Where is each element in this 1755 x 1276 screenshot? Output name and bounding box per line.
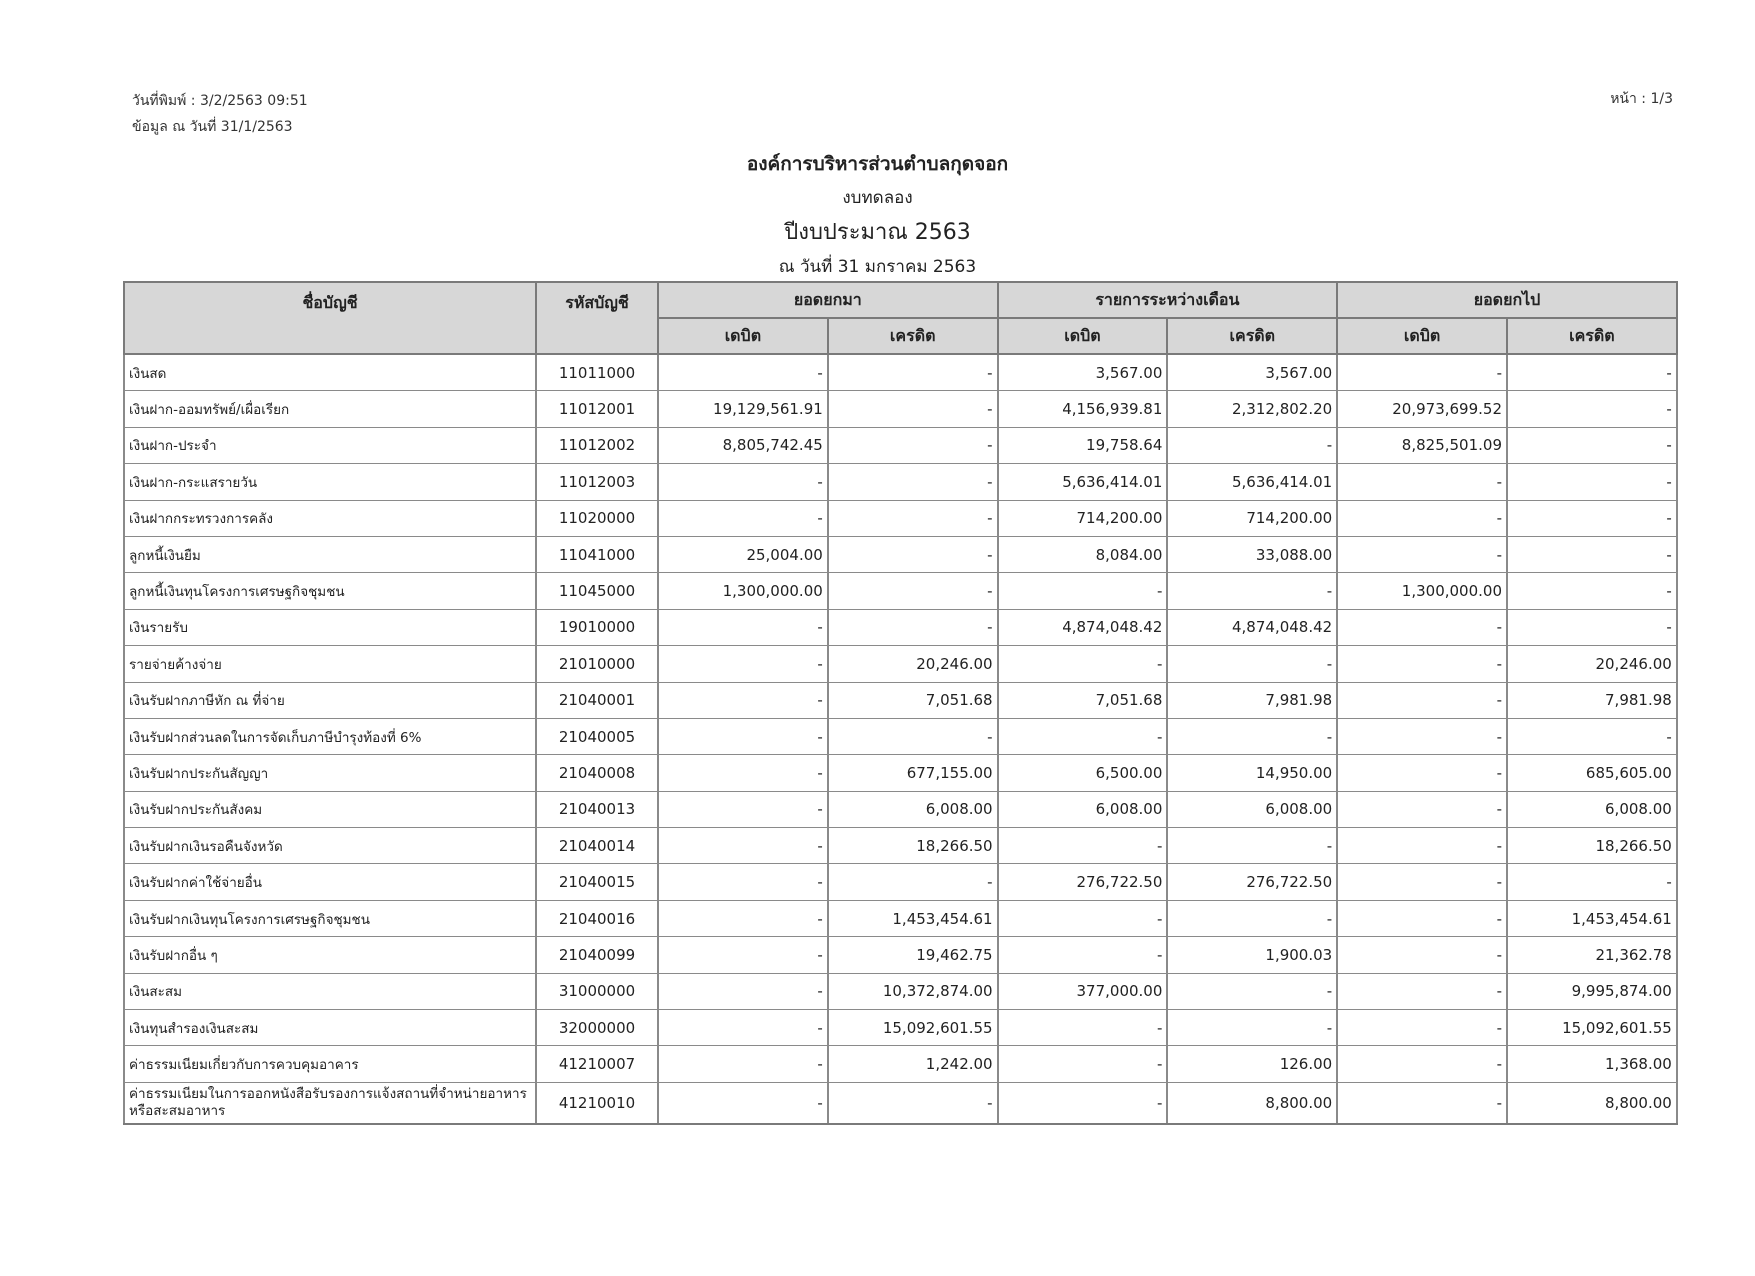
month-debit-cell: - xyxy=(998,828,1168,864)
month-credit-cell: - xyxy=(1167,718,1337,754)
table-row xyxy=(124,937,1677,973)
bf-debit-cell: - xyxy=(658,900,828,936)
cf-debit-cell: - xyxy=(1337,718,1507,754)
month-debit-cell: 3,567.00 xyxy=(998,354,1168,391)
bf-debit-cell: - xyxy=(658,973,828,1009)
bf-debit-cell: - xyxy=(658,1046,828,1082)
month-debit-cell: 19,758.64 xyxy=(998,427,1168,463)
account-name-cell: รายจ่ายค้างจ่าย xyxy=(124,646,536,682)
bf-debit-cell: 19,129,561.91 xyxy=(658,391,828,427)
cf-debit-cell: - xyxy=(1337,1010,1507,1046)
bf-debit-cell: 1,300,000.00 xyxy=(658,573,828,609)
bf-credit-cell: 19,462.75 xyxy=(828,937,998,973)
account-code-cell: 21040013 xyxy=(536,791,658,827)
table-row xyxy=(124,354,1677,391)
header-month-credit: เครดิต xyxy=(1167,318,1337,354)
bf-credit-cell: 10,372,874.00 xyxy=(828,973,998,1009)
bf-credit-cell: - xyxy=(828,536,998,572)
month-credit-cell: 126.00 xyxy=(1167,1046,1337,1082)
table-row xyxy=(124,682,1677,718)
cf-credit-cell: - xyxy=(1507,573,1677,609)
cf-debit-cell: - xyxy=(1337,900,1507,936)
month-credit-cell: 276,722.50 xyxy=(1167,864,1337,900)
table-row xyxy=(124,646,1677,682)
cf-debit-cell: - xyxy=(1337,864,1507,900)
account-name-cell: เงินรับฝากอื่น ๆ xyxy=(124,937,536,973)
bf-debit-cell: 25,004.00 xyxy=(658,536,828,572)
month-debit-cell: - xyxy=(998,646,1168,682)
account-name-cell: เงินฝาก-ออมทรัพย์/เผื่อเรียก xyxy=(124,391,536,427)
bf-credit-cell: - xyxy=(828,391,998,427)
cf-credit-cell: - xyxy=(1507,427,1677,463)
account-code-cell: 11041000 xyxy=(536,536,658,572)
table-row xyxy=(124,1010,1677,1046)
table-row xyxy=(124,864,1677,900)
month-debit-cell: - xyxy=(998,900,1168,936)
table-row xyxy=(124,536,1677,572)
month-credit-cell: 4,874,048.42 xyxy=(1167,609,1337,645)
bf-debit-cell: - xyxy=(658,828,828,864)
account-name-cell: เงินรับฝากภาษีหัก ณ ที่จ่าย xyxy=(124,682,536,718)
table-row xyxy=(124,791,1677,827)
bf-debit-cell: - xyxy=(658,682,828,718)
month-credit-cell: - xyxy=(1167,573,1337,609)
bf-credit-cell: 6,008.00 xyxy=(828,791,998,827)
cf-credit-cell: 8,800.00 xyxy=(1507,1082,1677,1124)
month-credit-cell: 14,950.00 xyxy=(1167,755,1337,791)
bf-credit-cell: 677,155.00 xyxy=(828,755,998,791)
cf-debit-cell: - xyxy=(1337,354,1507,391)
cf-credit-cell: - xyxy=(1507,609,1677,645)
bf-credit-cell: - xyxy=(828,354,998,391)
account-name-cell: เงินรับฝากเงินรอคืนจังหวัด xyxy=(124,828,536,864)
cf-credit-cell: 15,092,601.55 xyxy=(1507,1010,1677,1046)
bf-debit-cell: 8,805,742.45 xyxy=(658,427,828,463)
month-credit-cell: 6,008.00 xyxy=(1167,791,1337,827)
bf-credit-cell: 20,246.00 xyxy=(828,646,998,682)
bf-credit-cell: 7,051.68 xyxy=(828,682,998,718)
month-debit-cell: 6,008.00 xyxy=(998,791,1168,827)
month-debit-cell: 377,000.00 xyxy=(998,973,1168,1009)
account-name-cell: เงินรับฝากเงินทุนโครงการเศรษฐกิจชุมชน xyxy=(124,900,536,936)
table-row xyxy=(124,1046,1677,1082)
bf-credit-cell: - xyxy=(828,573,998,609)
cf-debit-cell: - xyxy=(1337,755,1507,791)
bf-debit-cell: - xyxy=(658,791,828,827)
header-bf-credit: เครดิต xyxy=(828,318,998,354)
table-row xyxy=(124,391,1677,427)
account-code-cell: 11011000 xyxy=(536,354,658,391)
bf-credit-cell: - xyxy=(828,718,998,754)
bf-debit-cell: - xyxy=(658,864,828,900)
table-row xyxy=(124,973,1677,1009)
table-row xyxy=(124,464,1677,500)
account-code-cell: 11012001 xyxy=(536,391,658,427)
month-credit-cell: 33,088.00 xyxy=(1167,536,1337,572)
cf-credit-cell: - xyxy=(1507,391,1677,427)
bf-debit-cell: - xyxy=(658,354,828,391)
cf-credit-cell: - xyxy=(1507,536,1677,572)
account-name-cell: เงินฝาก-กระแสรายวัน xyxy=(124,464,536,500)
month-debit-cell: 276,722.50 xyxy=(998,864,1168,900)
cf-debit-cell: - xyxy=(1337,682,1507,718)
cf-debit-cell: - xyxy=(1337,937,1507,973)
month-debit-cell: - xyxy=(998,1046,1168,1082)
report-title-block xyxy=(0,146,1755,282)
header-cf-credit: เครดิต xyxy=(1507,318,1677,354)
month-debit-cell: 7,051.68 xyxy=(998,682,1168,718)
account-code-cell: 41210007 xyxy=(536,1046,658,1082)
cf-credit-cell: 21,362.78 xyxy=(1507,937,1677,973)
account-code-cell: 21040001 xyxy=(536,682,658,718)
account-code-cell: 11012002 xyxy=(536,427,658,463)
account-name-cell: เงินสด xyxy=(124,354,536,391)
header-account-name: ชื่อบัญชี xyxy=(124,282,536,354)
bf-debit-cell: - xyxy=(658,464,828,500)
bf-credit-cell: - xyxy=(828,464,998,500)
month-credit-cell: - xyxy=(1167,427,1337,463)
bf-debit-cell: - xyxy=(658,609,828,645)
cf-credit-cell: 9,995,874.00 xyxy=(1507,973,1677,1009)
account-code-cell: 11045000 xyxy=(536,573,658,609)
bf-debit-cell: - xyxy=(658,646,828,682)
bf-debit-cell: - xyxy=(658,937,828,973)
month-credit-cell: - xyxy=(1167,973,1337,1009)
month-credit-cell: 714,200.00 xyxy=(1167,500,1337,536)
month-credit-cell: - xyxy=(1167,828,1337,864)
table-body xyxy=(124,354,1677,1124)
bf-debit-cell: - xyxy=(658,718,828,754)
month-credit-cell: - xyxy=(1167,646,1337,682)
account-code-cell: 21010000 xyxy=(536,646,658,682)
account-code-cell: 19010000 xyxy=(536,609,658,645)
account-code-cell: 21040005 xyxy=(536,718,658,754)
account-code-cell: 21040015 xyxy=(536,864,658,900)
cf-credit-cell: 1,368.00 xyxy=(1507,1046,1677,1082)
account-name-cell: ค่าธรรมเนียมในการออกหนังสือรับรองการแจ้งสถานที่จำหน่ายอาหารหรือสะสมอาหาร xyxy=(124,1082,536,1124)
header-brought-forward: ยอดยกมา xyxy=(658,282,998,318)
fiscal-year: ปีงบประมาณ 2563 xyxy=(784,220,971,245)
account-name-cell: เงินรับฝากประกันสัญญา xyxy=(124,755,536,791)
bf-credit-cell: 1,242.00 xyxy=(828,1046,998,1082)
page-number: หน้า : 1/3 xyxy=(1610,91,1673,107)
bf-credit-cell: - xyxy=(828,609,998,645)
header-during-month: รายการระหว่างเดือน xyxy=(998,282,1338,318)
cf-debit-cell: 20,973,699.52 xyxy=(1337,391,1507,427)
account-name-cell: ลูกหนี้เงินยืม xyxy=(124,536,536,572)
month-debit-cell: 4,874,048.42 xyxy=(998,609,1168,645)
table-row xyxy=(124,900,1677,936)
organization-name: องค์การบริหารส่วนตำบลกุดจอก xyxy=(746,153,1009,175)
bf-debit-cell: - xyxy=(658,1082,828,1124)
print-date: วันที่พิมพ์ : 3/2/2563 09:51 xyxy=(132,93,308,109)
header-account-code: รหัสบัญชี xyxy=(536,282,658,354)
table-row xyxy=(124,573,1677,609)
month-debit-cell: - xyxy=(998,1082,1168,1124)
report-name: งบทดลอง xyxy=(842,188,913,208)
month-debit-cell: - xyxy=(998,718,1168,754)
month-debit-cell: - xyxy=(998,573,1168,609)
table-row xyxy=(124,609,1677,645)
month-debit-cell: - xyxy=(998,937,1168,973)
cf-debit-cell: - xyxy=(1337,791,1507,827)
account-code-cell: 21040016 xyxy=(536,900,658,936)
month-credit-cell: 3,567.00 xyxy=(1167,354,1337,391)
account-name-cell: เงินทุนสำรองเงินสะสม xyxy=(124,1010,536,1046)
account-code-cell: 32000000 xyxy=(536,1010,658,1046)
table-row xyxy=(124,828,1677,864)
bf-credit-cell: - xyxy=(828,500,998,536)
bf-debit-cell: - xyxy=(658,1010,828,1046)
bf-debit-cell: - xyxy=(658,500,828,536)
account-name-cell: เงินฝากกระทรวงการคลัง xyxy=(124,500,536,536)
month-credit-cell: 8,800.00 xyxy=(1167,1082,1337,1124)
cf-credit-cell: - xyxy=(1507,464,1677,500)
month-credit-cell: 1,900.03 xyxy=(1167,937,1337,973)
table-row xyxy=(124,1082,1677,1124)
month-debit-cell: 4,156,939.81 xyxy=(998,391,1168,427)
bf-credit-cell: 18,266.50 xyxy=(828,828,998,864)
bf-credit-cell: - xyxy=(828,1082,998,1124)
as-of-date: ณ วันที่ 31 มกราคม 2563 xyxy=(778,257,977,277)
data-as-of: ข้อมูล ณ วันที่ 31/1/2563 xyxy=(132,119,293,135)
table-row xyxy=(124,718,1677,754)
cf-debit-cell: - xyxy=(1337,646,1507,682)
cf-credit-cell: 20,246.00 xyxy=(1507,646,1677,682)
table-row xyxy=(124,500,1677,536)
header-carried-forward: ยอดยกไป xyxy=(1337,282,1677,318)
account-name-cell: เงินรับฝากค่าใช้จ่ายอื่น xyxy=(124,864,536,900)
account-name-cell: เงินรายรับ xyxy=(124,609,536,645)
month-credit-cell: - xyxy=(1167,900,1337,936)
month-credit-cell: 2,312,802.20 xyxy=(1167,391,1337,427)
cf-credit-cell: - xyxy=(1507,718,1677,754)
account-code-cell: 31000000 xyxy=(536,973,658,1009)
account-name-cell: ลูกหนี้เงินทุนโครงการเศรษฐกิจชุมชน xyxy=(124,573,536,609)
cf-credit-cell: - xyxy=(1507,500,1677,536)
cf-credit-cell: 7,981.98 xyxy=(1507,682,1677,718)
cf-debit-cell: 1,300,000.00 xyxy=(1337,573,1507,609)
report-meta xyxy=(132,88,308,140)
bf-debit-cell: - xyxy=(658,755,828,791)
bf-credit-cell: 15,092,601.55 xyxy=(828,1010,998,1046)
cf-credit-cell: - xyxy=(1507,354,1677,391)
account-code-cell: 11012003 xyxy=(536,464,658,500)
month-debit-cell: 8,084.00 xyxy=(998,536,1168,572)
cf-debit-cell: 8,825,501.09 xyxy=(1337,427,1507,463)
cf-credit-cell: - xyxy=(1507,864,1677,900)
cf-credit-cell: 1,453,454.61 xyxy=(1507,900,1677,936)
account-code-cell: 21040008 xyxy=(536,755,658,791)
cf-debit-cell: - xyxy=(1337,500,1507,536)
cf-credit-cell: 18,266.50 xyxy=(1507,828,1677,864)
month-debit-cell: 714,200.00 xyxy=(998,500,1168,536)
account-code-cell: 11020000 xyxy=(536,500,658,536)
trial-balance-table xyxy=(123,281,1678,1125)
cf-debit-cell: - xyxy=(1337,536,1507,572)
header-cf-debit: เดบิต xyxy=(1337,318,1507,354)
cf-debit-cell: - xyxy=(1337,1046,1507,1082)
cf-debit-cell: - xyxy=(1337,828,1507,864)
cf-debit-cell: - xyxy=(1337,1082,1507,1124)
month-debit-cell: 6,500.00 xyxy=(998,755,1168,791)
table-row xyxy=(124,427,1677,463)
account-name-cell: เงินรับฝากส่วนลดในการจัดเก็บภาษีบำรุงท้องที่ 6% xyxy=(124,718,536,754)
bf-credit-cell: - xyxy=(828,864,998,900)
month-debit-cell: 5,636,414.01 xyxy=(998,464,1168,500)
cf-credit-cell: 685,605.00 xyxy=(1507,755,1677,791)
bf-credit-cell: 1,453,454.61 xyxy=(828,900,998,936)
table-row xyxy=(124,755,1677,791)
bf-credit-cell: - xyxy=(828,427,998,463)
month-credit-cell: 5,636,414.01 xyxy=(1167,464,1337,500)
account-name-cell: เงินสะสม xyxy=(124,973,536,1009)
header-bf-debit: เดบิต xyxy=(658,318,828,354)
account-name-cell: เงินฝาก-ประจำ xyxy=(124,427,536,463)
account-code-cell: 21040014 xyxy=(536,828,658,864)
account-code-cell: 41210010 xyxy=(536,1082,658,1124)
cf-debit-cell: - xyxy=(1337,609,1507,645)
cf-credit-cell: 6,008.00 xyxy=(1507,791,1677,827)
month-debit-cell: - xyxy=(998,1010,1168,1046)
cf-debit-cell: - xyxy=(1337,973,1507,1009)
month-credit-cell: - xyxy=(1167,1010,1337,1046)
month-credit-cell: 7,981.98 xyxy=(1167,682,1337,718)
account-name-cell: ค่าธรรมเนียมเกี่ยวกับการควบคุมอาคาร xyxy=(124,1046,536,1082)
account-code-cell: 21040099 xyxy=(536,937,658,973)
cf-debit-cell: - xyxy=(1337,464,1507,500)
header-month-debit: เดบิต xyxy=(998,318,1168,354)
account-name-cell: เงินรับฝากประกันสังคม xyxy=(124,791,536,827)
